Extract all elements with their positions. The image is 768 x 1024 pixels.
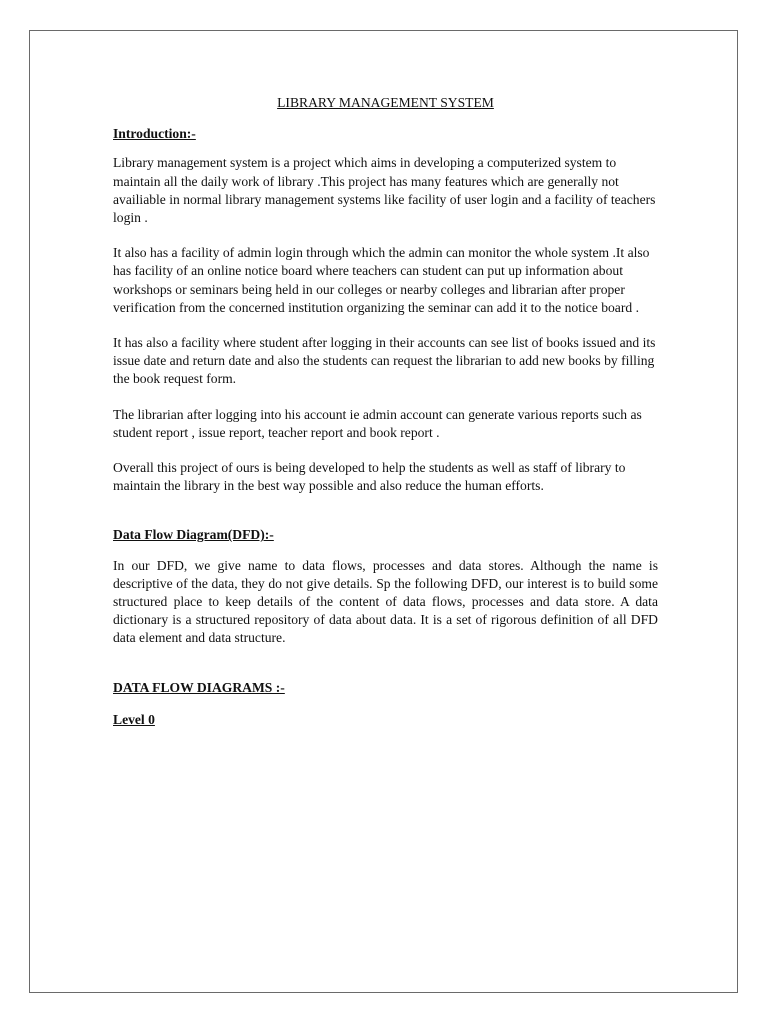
document-title: LIBRARY MANAGEMENT SYSTEM — [277, 95, 494, 110]
level-0-heading: Level 0 — [113, 711, 155, 727]
introduction-heading: Introduction:- — [113, 126, 196, 142]
intro-paragraph-3: It has also a facility where student after logging in their accounts can see list of books issued and its issue date and return date and also the students can request the librarian to add new books by filling the book request form. — [113, 335, 656, 387]
intro-paragraph-5: Overall this project of ours is being developed to help the students as well as staff of library to maintain the library in the best way possible and also reduce the human efforts. — [113, 460, 626, 494]
intro-paragraph-4: The librarian after logging into his account ie admin account can generate various reports such as student report , issue report, teacher report and book report . — [113, 406, 642, 440]
intro-paragraph-2: It also has a facility of admin login through which the admin can monitor the whole system .It also has facility of an online notice board where teachers can student can put up information about workshops or seminars being held in our colleges or nearby colleges and librarian after proper verification from the concerned institution organizing the seminar can add it to the notice board . — [113, 245, 650, 315]
dfd-heading: Data Flow Diagram(DFD):- — [113, 527, 274, 543]
intro-paragraph-1: Library management system is a project which aims in developing a computerized system to maintain all the daily work of library .This project has many features which are generally not availiable in normal library management systems like facility of user login and a facility of teachers login . — [113, 155, 656, 226]
data-flow-diagrams-heading: DATA FLOW DIAGRAMS :- — [113, 679, 285, 695]
dfd-paragraph: In our DFD, we give name to data flows, processes and data stores. Although the name is descriptive of the data, they do not give details. Sp the following DFD, our interest is to build some structured place to keep details of the content of data flows, processes and data store. A data dictionary is a structured repository of data about data. It is a set of rigorous definition of all DFD data element and data structure. — [113, 557, 658, 646]
document-body — [113, 94, 658, 729]
